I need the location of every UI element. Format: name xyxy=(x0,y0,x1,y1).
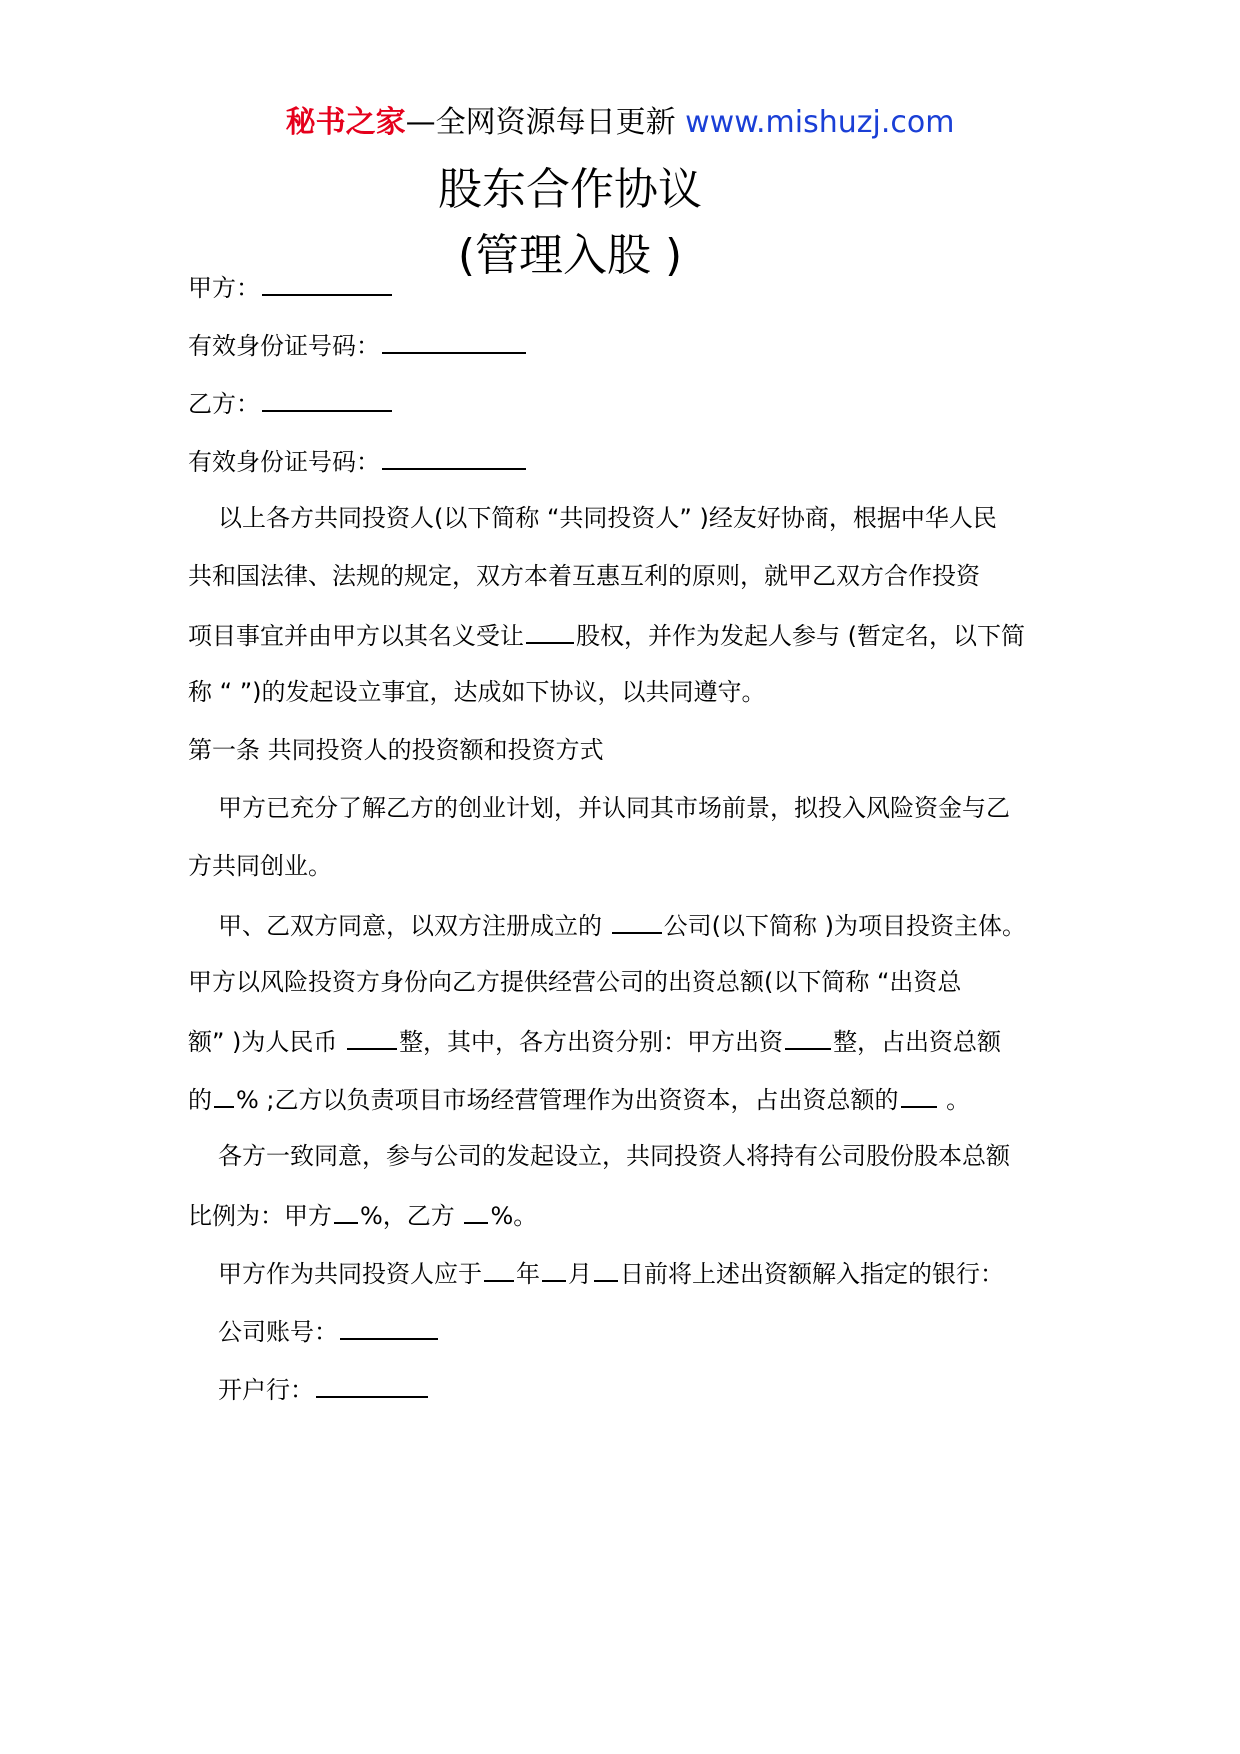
paragraph-line xyxy=(188,1198,537,1232)
paragraph-line: 方共同创业。 xyxy=(188,852,332,880)
party-a-amount-blank[interactable] xyxy=(785,1024,831,1050)
paragraph-text: 甲方作为共同投资人应于 xyxy=(218,1260,482,1288)
party-a-label: 甲方： xyxy=(188,274,260,302)
party-b-ratio-blank[interactable] xyxy=(464,1198,488,1224)
preamble-line: 称 “ ”)的发起设立事宜，达成如下协议，以共同遵守。 xyxy=(188,678,766,706)
paragraph-text: 的 xyxy=(188,1086,212,1114)
paragraph-text: 整，其中，各方出资分别：甲方出资 xyxy=(399,1028,784,1056)
paragraph-text: %。 xyxy=(490,1202,538,1230)
party-a-blank[interactable] xyxy=(262,270,392,296)
id-number-blank[interactable] xyxy=(382,444,526,470)
year-blank[interactable] xyxy=(484,1256,514,1282)
document-title: 股东合作协议 xyxy=(438,164,702,215)
party-b-row xyxy=(188,386,394,420)
paragraph-line xyxy=(218,908,1026,942)
account-label: 公司账号： xyxy=(218,1318,338,1346)
party-a-ratio-blank[interactable] xyxy=(334,1198,358,1224)
preamble-line: 以上各方共同投资人(以下简称 “共同投资人” )经友好协商，根据中华人民 xyxy=(218,504,997,532)
paragraph-line xyxy=(188,1082,970,1116)
preamble-text: 项目事宜并由甲方以其名义受让 xyxy=(188,622,524,650)
article-heading: 第一条 共同投资人的投资额和投资方式 xyxy=(188,736,604,764)
party-b-blank[interactable] xyxy=(262,386,392,412)
paragraph-text: 。 xyxy=(938,1086,971,1114)
site-header xyxy=(0,103,1240,143)
id-number-label: 有效身份证号码： xyxy=(188,448,380,476)
paragraph-line xyxy=(218,1256,1004,1290)
preamble-line: 共和国法律、法规的规定，双方本着互惠互利的原则，就甲乙双方合作投资 xyxy=(188,562,980,590)
paragraph-line: 甲方已充分了解乙方的创业计划，并认同其市场前景，拟投入风险资金与乙 xyxy=(218,794,1010,822)
paragraph-text: 比例为：甲方 xyxy=(188,1202,332,1230)
account-blank[interactable] xyxy=(340,1314,438,1340)
paragraph-text: 公司(以下简称 )为项目投资主体。 xyxy=(663,912,1026,940)
paragraph-line xyxy=(188,1024,1001,1058)
paragraph-text: 日前将上述出资额解入指定的银行： xyxy=(620,1260,1004,1288)
bank-label: 开户行： xyxy=(218,1376,314,1404)
id-number-row-1 xyxy=(188,328,528,362)
paragraph-text: 月 xyxy=(568,1260,592,1288)
header-tagline: —全网资源每日更新 xyxy=(405,105,686,140)
paragraph-text: %，乙方 xyxy=(360,1202,463,1230)
day-blank[interactable] xyxy=(594,1256,618,1282)
total-amount-blank[interactable] xyxy=(347,1024,397,1050)
paragraph-text: 年 xyxy=(516,1260,540,1288)
party-b-label: 乙方： xyxy=(188,390,260,418)
percent-blank[interactable] xyxy=(214,1082,234,1108)
paragraph-text: 整，占出资总额 xyxy=(833,1028,1002,1056)
preamble-line xyxy=(188,618,1025,652)
paragraph-line: 各方一致同意，参与公司的发起设立，共同投资人将持有公司股份股本总额 xyxy=(218,1142,1010,1170)
site-url-link[interactable]: www.mishuzj.com xyxy=(685,105,955,140)
paragraph-text: % ;乙方以负责项目市场经营管理作为出资资本，占出资总额的 xyxy=(236,1086,899,1114)
document-subtitle: (管理入股 ) xyxy=(457,230,683,281)
id-number-blank[interactable] xyxy=(382,328,526,354)
account-row xyxy=(218,1314,440,1348)
id-number-label: 有效身份证号码： xyxy=(188,332,380,360)
company-name-blank[interactable] xyxy=(612,908,662,934)
preamble-text: 股权，并作为发起人参与 (暂定名，以下简 xyxy=(576,622,1025,650)
month-blank[interactable] xyxy=(542,1256,566,1282)
equity-blank[interactable] xyxy=(526,618,574,644)
paragraph-line: 甲方以风险投资方身份向乙方提供经营公司的出资总额(以下简称 “出资总 xyxy=(188,968,962,996)
bank-row xyxy=(218,1372,430,1406)
share-blank[interactable] xyxy=(901,1082,937,1108)
brand-name: 秘书之家 xyxy=(285,105,406,140)
party-a-row xyxy=(188,270,394,304)
paragraph-text: 甲、乙双方同意，以双方注册成立的 xyxy=(218,912,610,940)
paragraph-text: 额” )为人民币 xyxy=(188,1028,346,1056)
id-number-row-2 xyxy=(188,444,528,478)
bank-blank[interactable] xyxy=(316,1372,428,1398)
